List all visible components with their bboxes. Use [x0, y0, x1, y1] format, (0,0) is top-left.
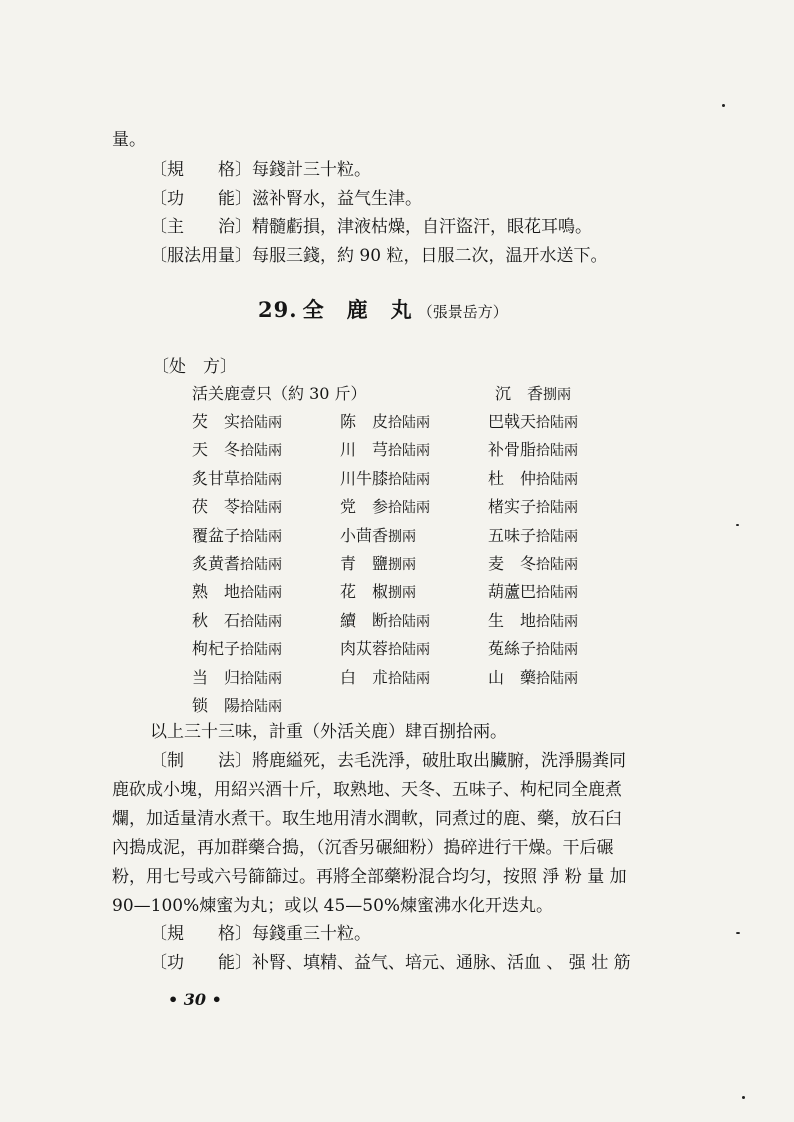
ingredient-item	[192, 409, 282, 432]
section-name: 全 鹿 丸	[302, 297, 413, 322]
ingredient-item	[192, 437, 282, 460]
ingredient-name: 花 椒	[340, 582, 389, 602]
ingredient-name: 生 地	[488, 610, 537, 630]
ingredient-name: 川牛膝	[340, 468, 389, 488]
ingredient-amount: 捌兩	[388, 585, 417, 602]
ingredient-amount: 拾陆兩	[388, 613, 431, 630]
ingredient-name: 党 参	[340, 497, 389, 517]
ingredient-name: 茯 苓	[192, 497, 241, 517]
spec-line-2: 〔規 格〕每錢重三十粒。	[150, 924, 371, 944]
ingredient-amount: 拾陆兩	[536, 585, 579, 602]
ingredient-name: 炙甘草	[192, 468, 241, 488]
scan-speck	[736, 932, 740, 934]
ingredient-amount: 拾陆兩	[240, 613, 283, 630]
ingredient-item	[488, 665, 578, 688]
ingredient-name: 锁 陽	[192, 696, 241, 715]
ingredient-amount: 捌兩	[388, 528, 417, 545]
ingredient-name: 五味子	[488, 525, 537, 545]
ingredient-name: 覆盆子	[192, 525, 241, 545]
summary-line: 以上三十三味，計重（外活关鹿）肆百捌拾兩。	[150, 722, 507, 742]
method-line-5: 粉，用七号或六号篩篩过。再將全部藥粉混合均匀，按照 淨 粉 量 加	[112, 867, 627, 887]
usage-line: 〔服法用量〕每服三錢，約 90 粒，日服二次，温开水送下。	[150, 246, 608, 266]
ingredient-item	[340, 494, 430, 517]
ingredient-amount: 拾陆兩	[240, 585, 283, 602]
ingredient-item	[192, 636, 282, 659]
ingredient-name: 杜 仲	[488, 468, 537, 488]
ingredient-amount: 拾陆兩	[388, 500, 431, 517]
ingredient-item	[340, 409, 430, 432]
ingredient-amount: 拾陆兩	[536, 500, 579, 517]
ingredient-amount: 拾陆兩	[536, 528, 579, 545]
section-title	[258, 294, 508, 324]
ingredient-amount: 拾陆兩	[388, 471, 431, 488]
ingredient-name: 熟 地	[192, 582, 241, 602]
ingredient-name: 山 藥	[488, 667, 537, 687]
ingredient-name: 小茴香	[340, 525, 389, 545]
ingredient-item	[192, 693, 282, 716]
ingredient-item	[340, 636, 430, 659]
scan-speck	[722, 104, 725, 107]
ingredient-amount: 拾陆兩	[388, 642, 431, 659]
ingredient-item	[340, 551, 416, 574]
ingredient-item	[488, 466, 578, 489]
ingredient-name: 陈 皮	[340, 412, 389, 431]
ingredient-name: 麦 冬	[488, 554, 537, 573]
section-number: 29.	[258, 297, 298, 322]
ingredient-amount: 拾陆兩	[536, 471, 579, 488]
line-continuation: 量。	[112, 130, 146, 150]
ingredient-amount: 拾陆兩	[536, 670, 579, 687]
ingredient-item	[340, 579, 416, 602]
ingredient-item	[192, 551, 282, 574]
ingredient-item	[192, 665, 282, 688]
ingredient-name: 巴戟天	[488, 412, 537, 431]
ingredient-amount: 拾陆兩	[388, 670, 431, 687]
ingredient-amount: 拾陆兩	[240, 670, 283, 687]
spec-line: 〔規 格〕每錢計三十粒。	[150, 160, 371, 180]
section-source: （張景岳方）	[417, 303, 508, 321]
ingredient-item	[488, 494, 578, 517]
ingredient-item	[340, 523, 416, 546]
ingredient-name: 葫蘆巴	[488, 582, 537, 602]
ingredient-name: 菟絲子	[488, 639, 537, 659]
ingredient-item	[488, 437, 578, 460]
scan-speck	[736, 524, 739, 526]
ingredient-name: 秋 石	[192, 610, 241, 630]
ingredient-item	[340, 466, 430, 489]
chenxiang-ingredient	[495, 381, 571, 404]
indication-line: 〔主 治〕精髓虧損，津液枯燥，自汗盜汗，眼花耳鳴。	[150, 217, 592, 237]
ingredient-name: 炙黄耆	[192, 554, 241, 573]
ingredient-name: 补骨脂	[488, 440, 537, 460]
ingredient-item	[192, 494, 282, 517]
function-line: 〔功 能〕滋补腎水，益气生津。	[150, 189, 422, 209]
ingredient-name: 肉苁蓉	[340, 639, 389, 659]
ingredient-item	[488, 608, 578, 631]
ingredient-item	[192, 608, 282, 631]
deer-ingredient: 活关鹿壹只（約 30 斤）	[192, 384, 367, 403]
ingredient-amount: 拾陆兩	[240, 500, 283, 517]
ingredient-name: 川 芎	[340, 440, 389, 460]
ingredient-name: 芡 实	[192, 412, 241, 431]
ingredient-item	[488, 579, 578, 602]
function-line-2: 〔功 能〕补腎、填精、益气、培元、通脉、活血 、 强 壮 筋	[150, 953, 631, 973]
ingredient-item	[340, 437, 430, 460]
ingredient-amount: 拾陆兩	[240, 642, 283, 659]
ingredient-amount: 拾陆兩	[536, 443, 579, 460]
ingredient-amount: 拾陆兩	[240, 471, 283, 488]
ingredient-item	[488, 551, 578, 574]
ingredient-item	[488, 636, 578, 659]
ingredient-name: 枸杞子	[192, 639, 241, 659]
ingredient-name: 楮实子	[488, 497, 537, 517]
scan-speck	[742, 1096, 745, 1099]
ingredient-amount: 拾陆兩	[240, 415, 283, 431]
ingredient-amount: 捌兩	[543, 387, 572, 403]
page-number: • 30 •	[168, 990, 222, 1009]
ingredient-name: 天 冬	[192, 440, 241, 460]
ingredient-item	[488, 409, 578, 432]
ingredient-item	[340, 665, 430, 688]
ingredient-amount: 拾陆兩	[536, 415, 579, 431]
method-line-6: 90—100%煉蜜为丸；或以 45—50%煉蜜沸水化开迭丸。	[112, 896, 554, 916]
ingredient-amount: 拾陆兩	[240, 699, 283, 715]
ingredient-amount: 拾陆兩	[536, 557, 579, 573]
ingredient-name: 当 归	[192, 667, 241, 687]
method-line-2: 鹿砍成小塊，用紹兴酒十斤，取熟地、天冬、五味子、枸杞同全鹿煮	[112, 780, 622, 800]
ingredient-name: 續 断	[340, 610, 389, 630]
method-line-3: 爛，加适量清水煮干。取生地用清水潤軟，同煮过的鹿、藥，放石臼	[112, 809, 622, 829]
ingredient-name: 白 朮	[340, 667, 389, 687]
ingredient-item	[192, 523, 282, 546]
ingredient-amount: 拾陆兩	[240, 528, 283, 545]
method-line-1: 〔制 法〕將鹿縊死，去毛洗淨，破肚取出臟腑，洗淨腸粪同	[150, 751, 626, 771]
ingredient-item	[340, 608, 430, 631]
ingredient-name: 沉 香	[495, 384, 544, 403]
ingredient-amount: 拾陆兩	[536, 613, 579, 630]
ingredient-item	[192, 466, 282, 489]
method-line-4: 內搗成泥，再加群藥合搗，（沉香另碾細粉）搗碎进行干燥。干后碾	[112, 838, 614, 858]
ingredient-amount: 拾陆兩	[388, 415, 431, 431]
ingredient-amount: 捌兩	[388, 557, 417, 573]
recipe-label: 〔处 方〕	[152, 357, 237, 377]
ingredient-amount: 拾陆兩	[536, 642, 579, 659]
ingredient-amount: 拾陆兩	[240, 557, 283, 573]
ingredient-amount: 拾陆兩	[388, 443, 431, 460]
ingredient-name: 青 鹽	[340, 554, 389, 573]
ingredient-amount: 拾陆兩	[240, 443, 283, 460]
ingredient-item	[192, 579, 282, 602]
ingredient-item	[488, 523, 578, 546]
